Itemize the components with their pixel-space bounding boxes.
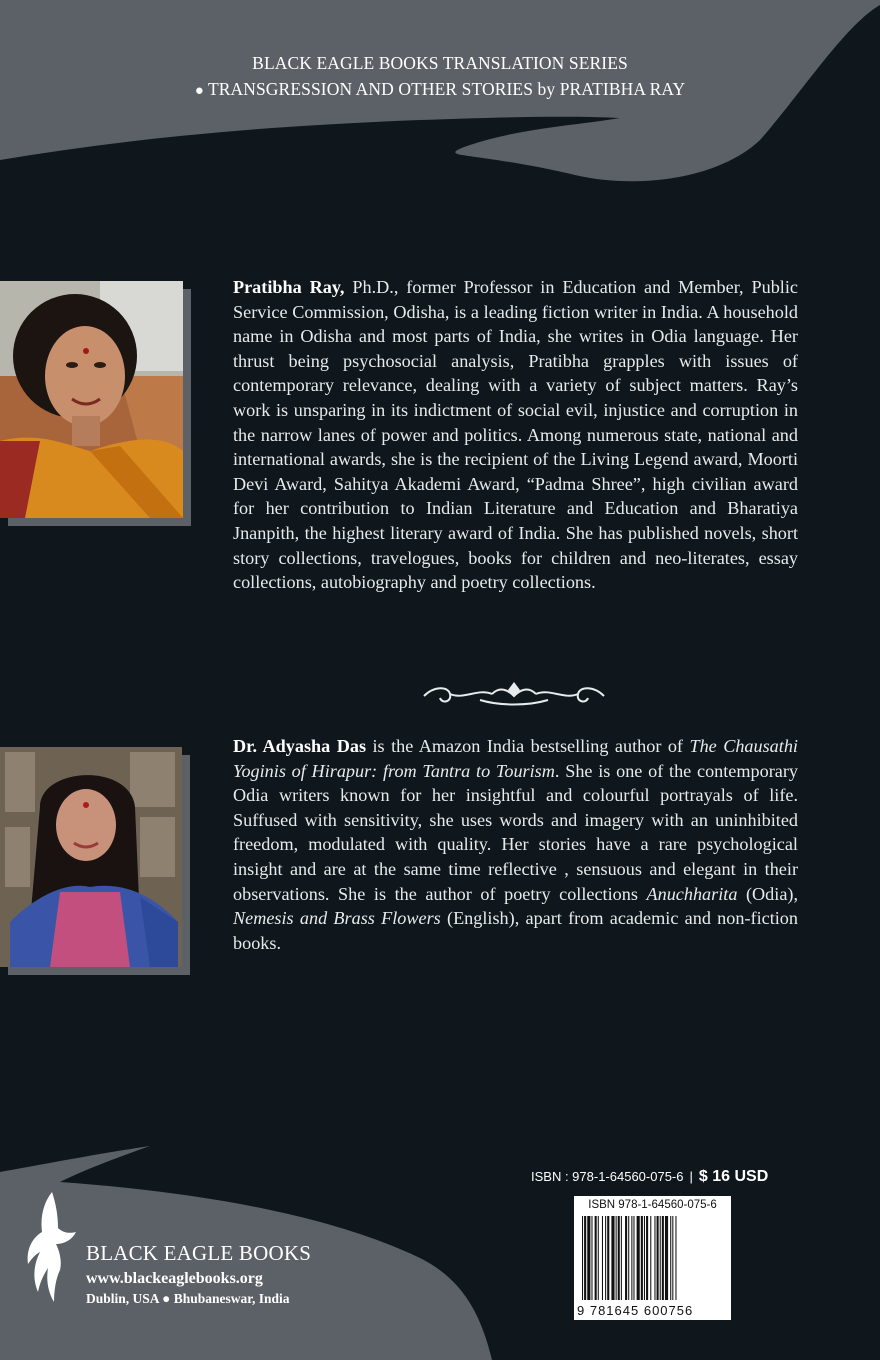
author-photo-adyasha-das [0, 747, 182, 967]
barcode-bar [598, 1216, 599, 1300]
barcode-bar [602, 1216, 603, 1300]
barcode-bar [646, 1216, 648, 1300]
barcode-bar [654, 1216, 655, 1300]
barcode-bar [641, 1216, 643, 1300]
series-title: BLACK EAGLE BOOKS TRANSLATION SERIES [252, 53, 628, 73]
bio-text-pratibha-ray: Ph.D., former Professor in Education and Member, Public Service Commission, Odisha, is a leading fiction writer in India. A household name in Odisha and most parts of India, she writes in Odia language. Her thrust being psychosocial analysis, Pratibha grapples with issues of contemporary relevance, dealing with a variety of subject matters. Ray’s work is unsparing in its indictment of social evil, injustice and corruption in the narrow lanes of power and politics. Among numerous state, national and international awards, she is the recipient of the Living Legend award, Moorti Devi Award, Sahitya Akademi Award, “Padma Shree”, high civilian award for her contribution to Indian Literature and Education and Bharatiya Jnanpith, the highest literary award of India. She has published novels, short story collections, travelogues, books for children and neo-literates, essay collections, autobiography and poetry collections. [233, 277, 798, 593]
barcode-isbn-label: ISBN 978-1-64560-075-6 [588, 1199, 717, 1211]
eagle-logo-icon [24, 1192, 80, 1302]
price: $ 16 USD [698, 1168, 769, 1185]
barcode-bar [628, 1216, 629, 1300]
isbn-text: ISBN : 978-1-64560-075-6 [531, 1169, 684, 1184]
barcode-bar [621, 1216, 622, 1300]
author-name-adyasha-das: Dr. Adyasha Das [233, 736, 367, 756]
barcode-bar [662, 1216, 664, 1300]
barcode-bar [591, 1216, 592, 1300]
barcode-bar [644, 1216, 645, 1300]
publisher-name: BLACK EAGLE BOOKS [86, 1241, 312, 1265]
barcode-bar [607, 1216, 609, 1300]
separator: | [689, 1169, 693, 1184]
bio-text-part: (Odia), [737, 883, 798, 904]
barcode-bar [625, 1216, 627, 1300]
barcode-bar [595, 1216, 597, 1300]
series-book-line [0, 76, 880, 104]
series-header [0, 50, 880, 104]
author-photo-pratibha-ray [0, 281, 183, 518]
bullet-icon: ● [194, 83, 204, 99]
publisher-website[interactable]: www.blackeaglebooks.org [86, 1270, 263, 1287]
barcode-bar [605, 1216, 606, 1300]
barcode-bars [582, 1216, 723, 1300]
barcode-bar [637, 1216, 640, 1300]
barcode-bar [675, 1216, 676, 1300]
barcode-bar [672, 1216, 673, 1300]
barcode-bar [650, 1216, 651, 1300]
author-name-pratibha-ray: Pratibha Ray, [233, 277, 345, 297]
book-title: The Chausathi Yoginis of Hirapur: from Tantra to Tourism [233, 736, 798, 781]
barcode-bar [618, 1216, 620, 1300]
barcode-bar [670, 1216, 671, 1300]
book-title: Anuchharita [646, 883, 738, 904]
barcode-bar [657, 1216, 659, 1300]
barcode-bar [611, 1216, 614, 1300]
barcode-digits: 9 781645 600756 [577, 1303, 694, 1318]
barcode-bar [587, 1216, 590, 1300]
barcode-bar [665, 1216, 668, 1300]
barcode-bar [584, 1216, 586, 1300]
bio-pratibha-ray [233, 275, 798, 595]
barcode-bar [660, 1216, 661, 1300]
barcode-bar [616, 1216, 617, 1300]
ornament-divider-icon [420, 680, 608, 708]
barcode-bar [633, 1216, 634, 1300]
bio-text-part: (English), apart from academic and non-fiction books. [233, 908, 798, 953]
bio-adyasha-das [233, 734, 798, 955]
bio-text-part: . She is one of the contemporary Odia writers known for her insightful and colourful portrayals of life. Suffused with sensitivity, she uses words and imagery with an uninhibited freedom, modulated with quality. Her stories have a rare psychological insight and are at the same time reflective , sensuous and elegant in their observations. She is the author of poetry collections [233, 760, 798, 904]
barcode [574, 1196, 731, 1320]
book-title-line: TRANSGRESSION AND OTHER STORIES by PRATIBHA RAY [207, 79, 686, 99]
book-title: Nemesis and Brass Flowers [233, 908, 441, 929]
barcode-bar [631, 1216, 632, 1300]
bio-text-part: is the Amazon India bestselling author of [366, 736, 690, 756]
barcode-bar [582, 1216, 583, 1300]
isbn-price-line [531, 1168, 768, 1186]
publisher-locations: Dublin, USA ● Bhubaneswar, India [86, 1291, 290, 1306]
